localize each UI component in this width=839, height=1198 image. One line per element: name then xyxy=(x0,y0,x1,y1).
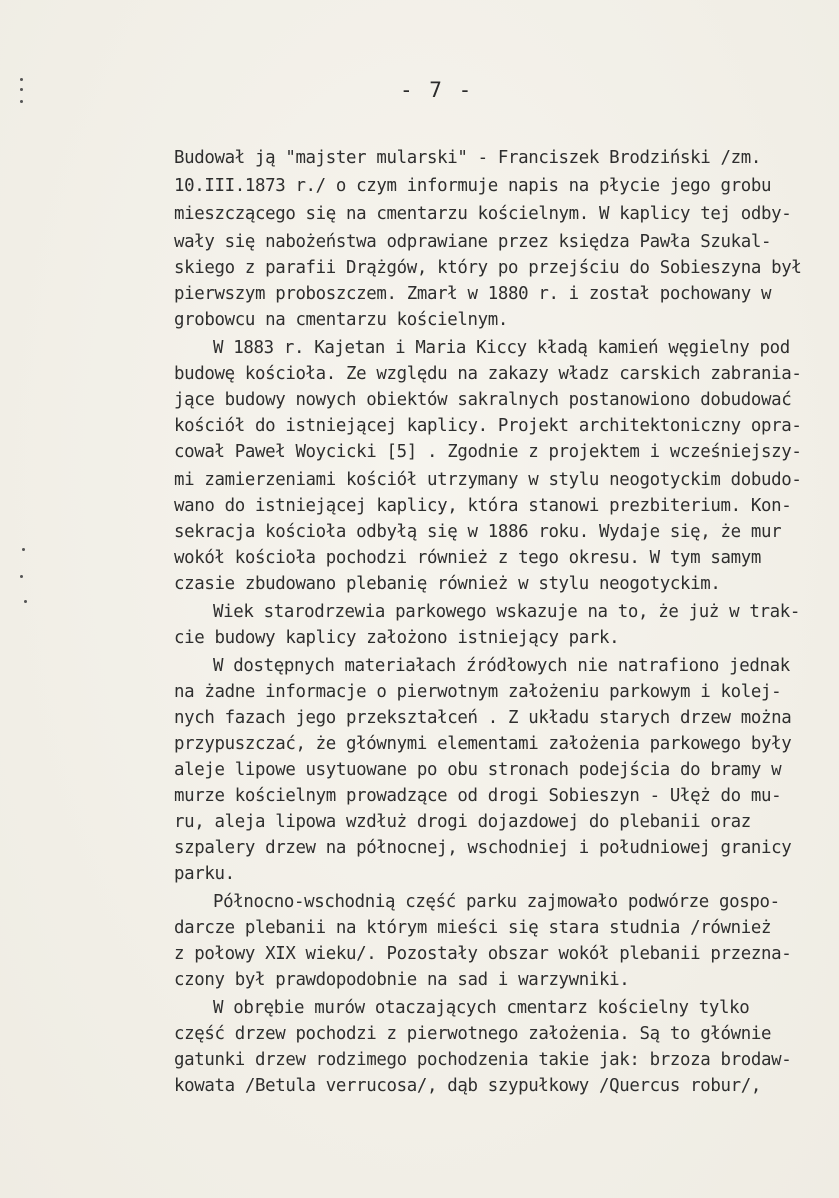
text-line: murze kościelnym prowadzące od drogi Sobieszyn - Ułęż do mu- xyxy=(174,786,782,806)
text-line: gatunki drzew rodzimego pochodzenia takie jak: brzoza brodaw- xyxy=(174,1050,792,1070)
page-number: - 7 - xyxy=(400,78,474,102)
text-line: część drzew pochodzi z pierwotnego założenia. Są to głównie xyxy=(174,1024,772,1044)
text-line: z połowy XIX wieku/. Pozostały obszar wokół plebanii przezna- xyxy=(174,944,792,964)
text-line: grobowcu na cmentarzu kościelnym. xyxy=(174,310,508,330)
text-line: mi zamierzeniami kościół utrzymany w stylu neogotyckim dobudo- xyxy=(174,470,802,490)
text-line: Budował ją "majster mularski" - Franciszek Brodziński /zm. xyxy=(174,148,761,168)
text-line: czasie zbudowano plebanię również w stylu neogotyckim. xyxy=(174,574,721,594)
text-line: kościół do istniejącej kaplicy. Projekt architektoniczny opra- xyxy=(174,416,802,436)
text-line: cował Paweł Woycicki [5] . Zgodnie z projektem i wcześniejszy- xyxy=(174,442,802,462)
text-line: mieszczącego się na cmentarzu kościelnym. W kaplicy tej odby- xyxy=(174,204,792,224)
text-line: wano do istniejącej kaplicy, która stanowi prezbiterium. Kon- xyxy=(174,496,792,516)
text-line: wały się nabożeństwa odprawiane przez księdza Pawła Szukal- xyxy=(174,232,772,252)
text-line: sekracja kościoła odbyłą się w 1886 roku. Wydaje się, że mur xyxy=(174,522,782,542)
text-line: darcze plebanii na którym mieści się stara studnia /również xyxy=(174,918,772,938)
text-line: czony był prawdopodobnie na sad i warzywniki. xyxy=(174,970,630,990)
text-line: kowata /Betula verrucosa/, dąb szypułkowy /Quercus robur/, xyxy=(174,1076,761,1096)
text-line: aleje lipowe usytuowane po obu stronach podejścia do bramy w xyxy=(174,760,782,780)
text-line: wokół kościoła pochodzi również z tego okresu. W tym samym xyxy=(174,548,761,568)
text-line: cie budowy kaplicy założono istniejący park. xyxy=(174,628,620,648)
text-line: skiego z parafii Drążgów, który po przejściu do Sobieszyna był xyxy=(174,258,802,278)
text-line: parku. xyxy=(174,864,235,884)
text-line: W obrębie murów otaczających cmentarz kościelny tylko xyxy=(213,998,750,1018)
text-line: nych fazach jego przekształceń . Z układu starych drzew można xyxy=(174,708,792,728)
text-line: W 1883 r. Kajetan i Maria Kiccy kładą kamień węgielny pod xyxy=(213,338,790,358)
text-line: szpalery drzew na północnej, wschodniej i południowej granicy xyxy=(174,838,792,858)
text-line: Północno-wschodnią część parku zajmowało podwórze gospo- xyxy=(213,892,780,912)
text-line: przypuszczać, że głównymi elementami założenia parkowego były xyxy=(174,734,792,754)
text-line: W dostępnych materiałach źródłowych nie natrafiono jednak xyxy=(213,656,790,676)
text-line: jące budowy nowych obiektów sakralnych postanowiono dobudować xyxy=(174,390,792,410)
text-line: 10.III.1873 r./ o czym informuje napis na płycie jego grobu xyxy=(174,176,772,196)
text-line: budowę kościoła. Ze względu na zakazy władz carskich zabrania- xyxy=(174,364,802,384)
text-line: ru, aleja lipowa wzdłuż drogi dojazdowej do plebanii oraz xyxy=(174,812,751,832)
text-line: Wiek starodrzewia parkowego wskazuje na to, że już w trak- xyxy=(213,602,800,622)
text-line: pierwszym proboszczem. Zmarł w 1880 r. i został pochowany w xyxy=(174,284,772,304)
text-line: na żadne informacje o pierwotnym założeniu parkowym i kolej- xyxy=(174,682,782,702)
